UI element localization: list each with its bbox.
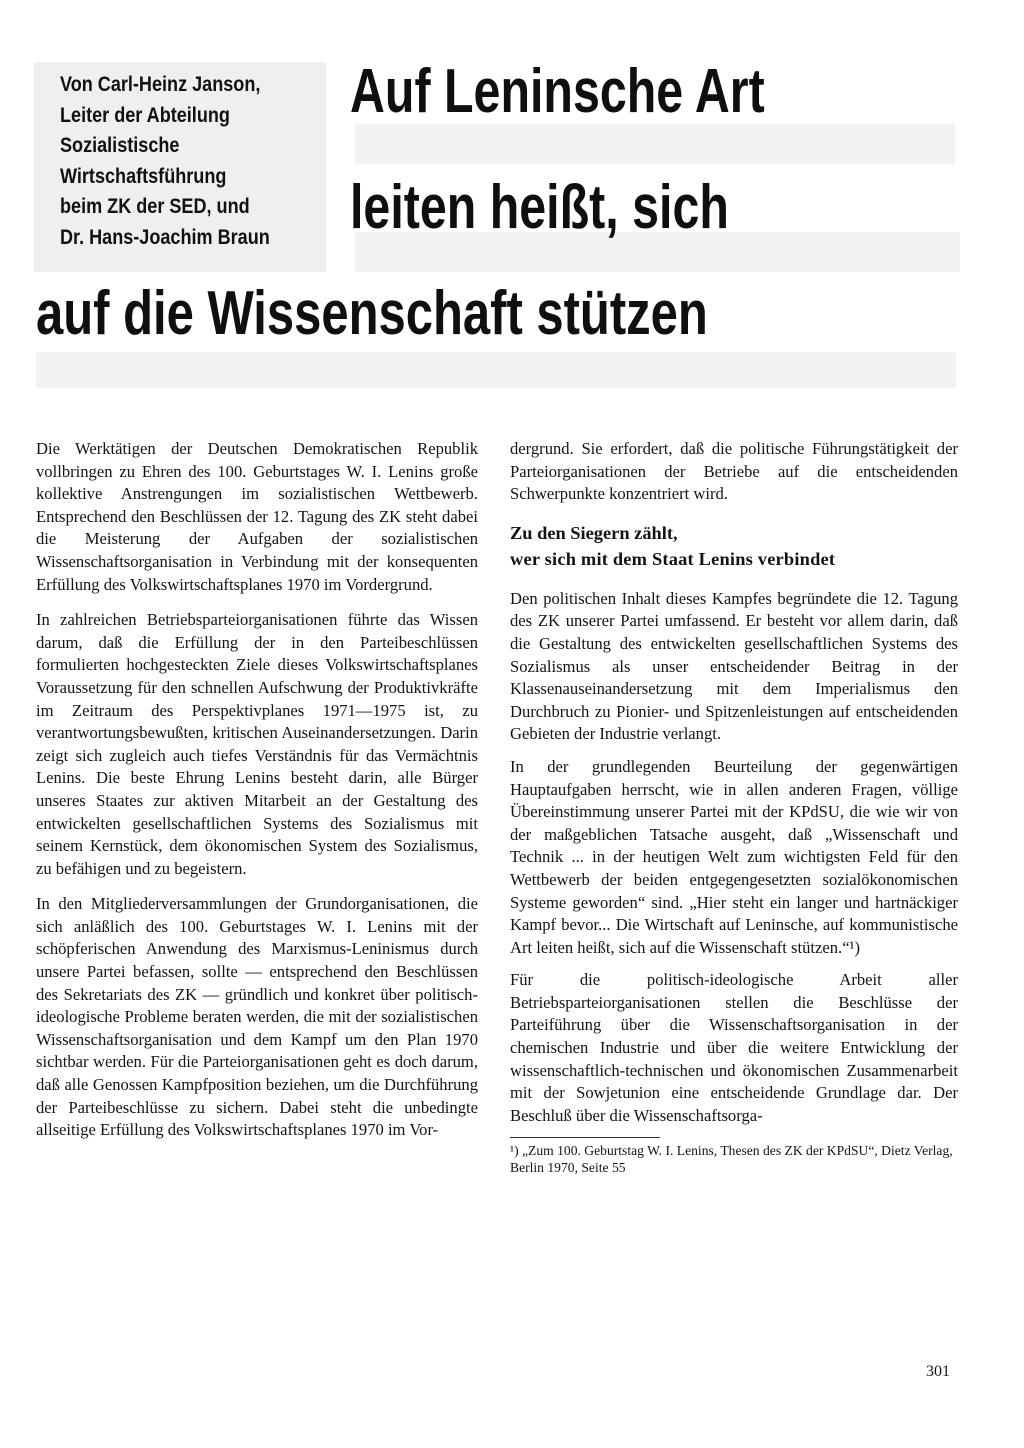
byline-line: beim ZK der SED, und (60, 195, 250, 218)
headline-line-3: auf die Wissenschaft stützen (36, 279, 708, 348)
section-subheading (510, 520, 958, 572)
byline-line: Leiter der Abteilung (60, 103, 230, 127)
byline-line: Dr. Hans-Joachim Braun (60, 225, 270, 249)
page-number: 301 (926, 1363, 950, 1380)
body-paragraph: Die Werktätigen der Deutschen Demokratischen Republik vollbringen zu Ehren des 100. Geburtstages W. I. Lenins große kollektive Anstrengungen im sozialistischen Wettbewerb. Entsprechend den Beschlüssen der 12. Tagung des ZK steht dabei die Meisterung der Aufgaben der sozialistischen Wissenschaftsorganisation in Verbindung mit der konsequenten Erfüllung des Volkswirtschaftsplanes 1970 im Vordergrund. (36, 439, 478, 594)
bleed-through-band (36, 352, 956, 388)
body-paragraph: Für die politisch-ideologische Arbeit aller Betriebsparteiorganisationen stellen die Beschlüsse der Parteiführung über die Wissenschaftsorganisation in der chemischen Industrie und über die weitere Entwicklung der wissenschaftlich-technischen und ökonomischen Zusammenarbeit mit der Sowjetunion eine entscheidende Grundlage dar. Der Beschluß über die Wissenschaftsorga- (510, 970, 958, 1125)
continued-paragraph: dergrund. Sie erfordert, daß die politische Führungstätigkeit der Parteiorganisationen der Betriebe auf die entscheidenden Schwerpunkte konzentriert wird. (510, 439, 958, 504)
left-column (36, 438, 478, 1155)
subheading-line-2: wer sich mit dem Staat Lenins verbindet (510, 548, 836, 569)
byline-line: Von Carl-Heinz Janson, (60, 73, 261, 96)
right-column (510, 438, 958, 1176)
headline-line-2: leiten heißt, sich (350, 173, 729, 242)
body-paragraph: In der grundlegenden Beurteilung der gegenwärtigen Hauptaufgaben herrscht, wie in allen anderen Fragen, völlige Übereinstimmung unserer Partei mit der KPdSU, die wie wir von der maßgeblichen Tatsache ausgeht, daß „Wissenschaft und Technik ... in der heutigen Welt zum wichtigsten Feld für den Wettbewerb der beiden entgegengesetzten sozialökonomischen Systeme geworden“ sind. „Hier steht ein langer und hartnäckiger Kampf bevor... Die Wirtschaft auf Leninsche, auf kommunistische Art leiten heißt, sich auf die Wissenschaft stützen.“¹) (510, 756, 958, 957)
bleed-through-band (355, 124, 955, 164)
byline-line: Sozialistische (60, 134, 180, 157)
byline-box (34, 62, 326, 272)
body-paragraph: In zahlreichen Betriebsparteiorganisationen führte das Wissen darum, daß die Erfüllung der in den Parteibeschlüssen formulierten hochgesteckten Ziele dieses Volkswirtschaftsplanes Voraussetzung für den schnellen Aufschwung der Produktivkräfte im Zeitraum des Perspektivplanes 1971—1975 ist, zu verantwortungsbewußten, kritischen Auseinandersetzungen. Darin zeigt sich zugleich auch tiefes Verständnis für das Vermächtnis Lenins. Die beste Ehrung Lenins besteht darin, alle Bürger unseres Staates zur aktiven Mitarbeit an der Gestaltung des entwickelten gesellschaftlichen Systems des Sozialismus mit seinem Kernstück, dem ökonomischen System des Sozialismus, zu befähigen und zu begeistern. (36, 610, 478, 878)
headline-line-1: Auf Leninsche Art (350, 57, 765, 126)
byline-line: Wirtschaftsführung (60, 164, 227, 188)
subheading-line-1: Zu den Siegern zählt, (510, 522, 678, 543)
body-paragraph: In den Mitgliederversammlungen der Grundorganisationen, die sich anläßlich des 100. Geburtstages W. I. Lenins mit der schöpferischen Anwendung des Marxismus-Leninismus durch unsere Partei befassen, sollte — entsprechend den Beschlüssen des Sekretariats des ZK — gründlich und konkret über politisch-ideologische Probleme beraten werden, die mit der sozialistischen Wissenschaftsorganisation und dem Kampf um den Plan 1970 sichtbar werden. Für die Parteiorganisationen geht es doch darum, daß alle Genossen Kampfposition beziehen, um die Durchführung der Parteibeschlüsse zu sichern. Dabei steht die unbedingte allseitige Erfüllung des Volkswirtschaftsplanes 1970 im Vor- (36, 894, 478, 1140)
footnote: ¹) „Zum 100. Geburtstag W. I. Lenins, Thesen des ZK der KPdSU“, Dietz Verlag, Berlin 1970, Seite 55 (510, 1143, 953, 1176)
footnote-rule (510, 1137, 660, 1138)
byline (60, 70, 335, 253)
body-paragraph: Den politischen Inhalt dieses Kampfes begründete die 12. Tagung des ZK unserer Partei umfassend. Er besteht vor allem darin, daß die Gestaltung des entwickelten gesellschaftlichen Systems des Sozialismus als unser entscheidender Beitrag in der Klassenauseinandersetzung mit dem Imperialismus den Durchbruch zu Pionier- und Spitzenleistungen auf entscheidenden Gebieten der Industrie verlangt. (510, 588, 958, 744)
